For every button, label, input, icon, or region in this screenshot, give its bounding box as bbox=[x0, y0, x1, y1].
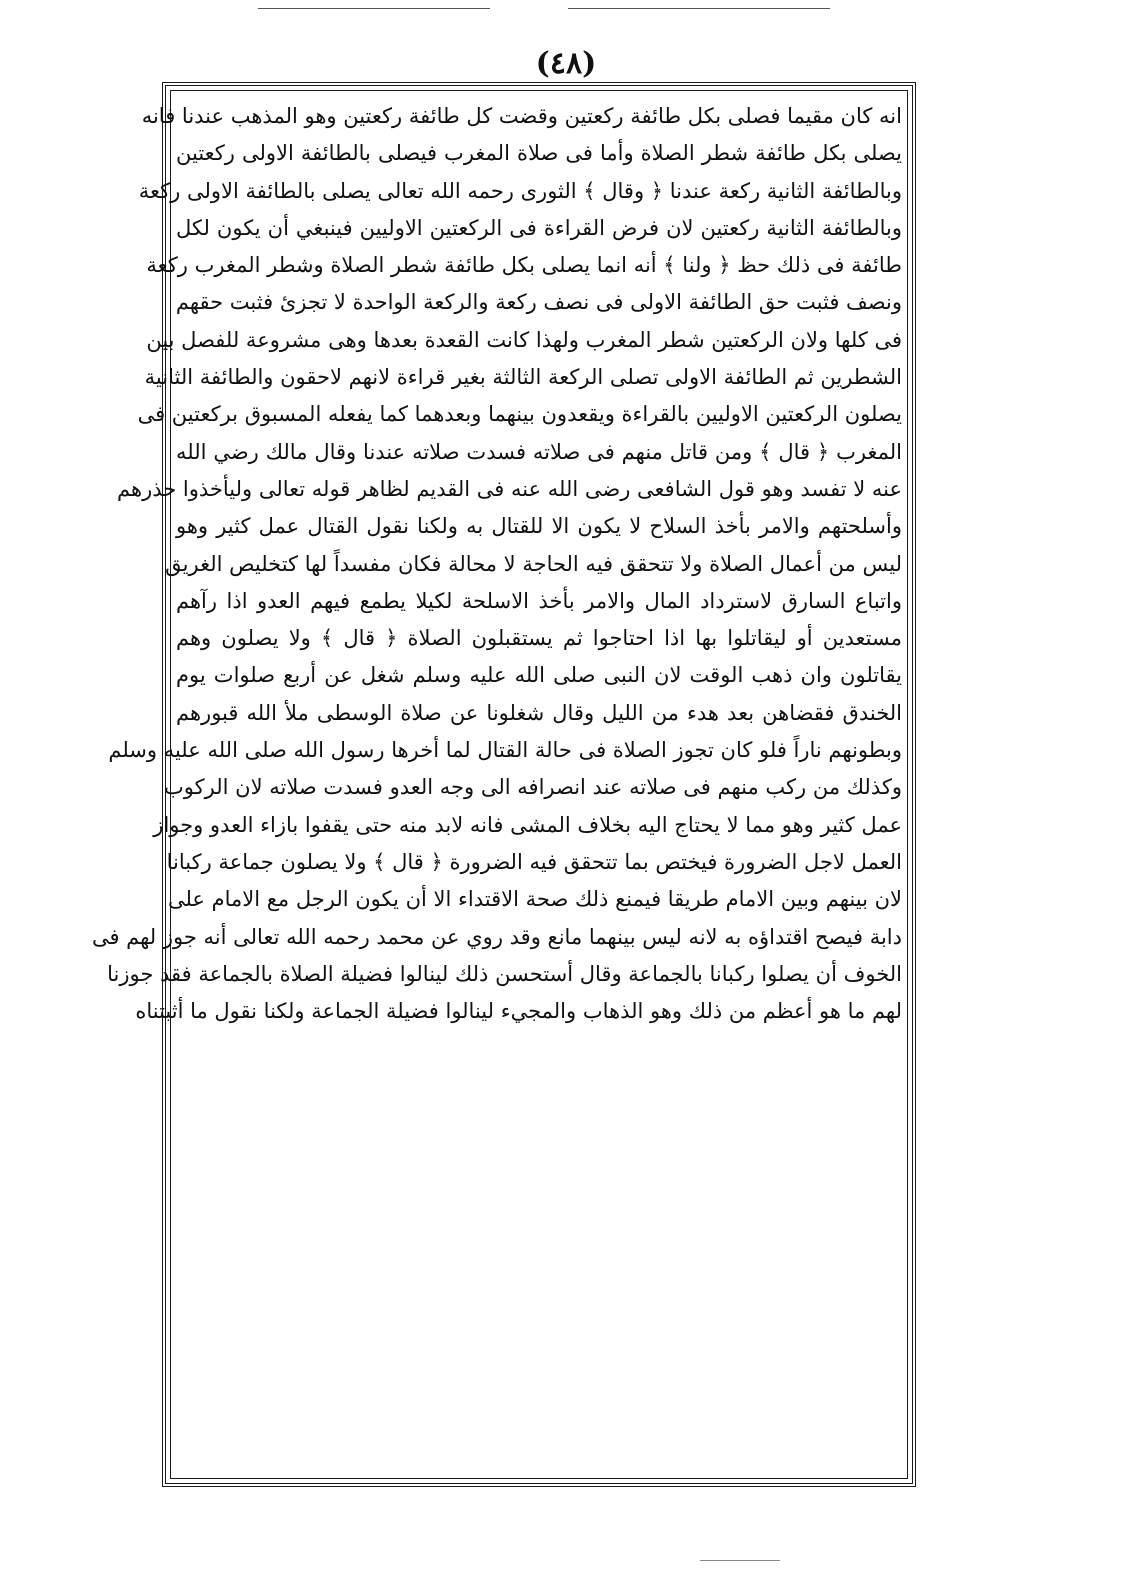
text-line: دابة فيصح اقتداؤه به لانه ليس بينهما مانع وقد روي عن محمد رحمه الله تعالى أنه جوز لهم فى bbox=[91, 924, 902, 949]
text-line: الشطرين ثم الطائفة الاولى تصلى الركعة الثالثة بغير قراءة لانهم لاحقون والطائفة الثانية bbox=[144, 365, 902, 390]
text-line: وبالطائفة الثانية ركعتين لان فرض القراءة فى الركعتين الاوليين فينبغي أن يكون لكل bbox=[176, 215, 902, 240]
text-line: ليس من أعمال الصلاة ولا تتحقق فيه الحاجة لا محالة فكان مفسداً لها كتخليص الغريق bbox=[165, 551, 902, 576]
text-line: وبطونهم ناراً فلو كان تجوز الصلاة فى حالة القتال لما أخرها رسول الله صلى الله عليه وسلم bbox=[108, 738, 902, 763]
text-line: مستعدين أو ليقاتلوا بها اذا احتاجوا ثم يستقبلون الصلاة ﴿ قال ﴾ ولا يصلون وهم bbox=[176, 626, 902, 651]
text-line: يصلى بكل طائفة شطر الصلاة وأما فى صلاة المغرب فيصلى بالطائفة الاولى ركعتين bbox=[176, 141, 902, 166]
page-number: (٤٨) bbox=[535, 46, 597, 81]
text-line: الخندق فقضاهن بعد هدء من الليل وقال شغلونا عن صلاة الوسطى ملأ الله قبورهم bbox=[176, 700, 902, 725]
text-line: انه كان مقيما فصلى بكل طائفة ركعتين وقضت كل طائفة ركعتين وهو المذهب عندنا فانه bbox=[141, 104, 902, 128]
text-line: الخوف أن يصلوا ركبانا بالجماعة وقال أستحسن ذلك لينالوا فضيلة الصلاة بالجماعة فقد جوزنا bbox=[107, 961, 902, 986]
text-body bbox=[91, 98, 902, 1468]
text-line: العمل لاجل الضرورة فيختص بما تتحقق فيه الضرورة ﴿ قال ﴾ ولا يصلون جماعة ركبانا bbox=[166, 849, 902, 874]
top-rule-right bbox=[568, 8, 830, 9]
text-line: لان بينهم وبين الامام طريقا فيمنع ذلك صحة الاقتداء الا أن يكون الرجل مع الامام على bbox=[167, 887, 902, 912]
text-line: عمل كثير وهو مما لا يحتاج اليه بخلاف المشى فانه لابد منه حتى يقفوا بازاء العدو وجواز bbox=[153, 812, 902, 837]
text-line: المغرب ﴿ قال ﴾ ومن قاتل منهم فى صلاته فسدت صلاته عندنا وقال مالك رضي الله bbox=[176, 439, 902, 464]
text-line: عنه لا تفسد وهو قول الشافعى رضى الله عنه فى القديم لظاهر قوله تعالى وليأخذوا حذرهم bbox=[117, 476, 902, 501]
text-line: وبالطائفة الثانية ركعة عندنا ﴿ وقال ﴾ الثورى رحمه الله تعالى يصلى بالطائفة الاولى ركعة bbox=[138, 178, 902, 203]
text-line: يقاتلون وان ذهب الوقت لان النبى صلى الله عليه وسلم شغل عن أربع صلوات يوم bbox=[176, 663, 902, 688]
top-rule-left bbox=[258, 8, 490, 9]
bottom-rule bbox=[700, 1560, 780, 1561]
text-line: وأسلحتهم والامر بأخذ السلاح لا يكون الا للقتال به ولكنا نقول القتال عمل كثير وهو bbox=[176, 514, 902, 539]
text-line: ونصف فثبت حق الطائفة الاولى فى نصف ركعة والركعة الواحدة لا تجزئ فثبت حقهم bbox=[175, 290, 902, 315]
text-line: طائفة فى ذلك حظ ﴿ ولنا ﴾ أنه انما يصلى بكل طائفة شطر الصلاة وشطر المغرب ركعة bbox=[146, 253, 902, 278]
text-line: لهم ما هو أعظم من ذلك وهو الذهاب والمجيء لينالوا فضيلة الجماعة ولكنا نقول ما أثبتناه bbox=[135, 999, 902, 1024]
text-line: يصلون الركعتين الاوليين بالقراءة ويقعدون بينهما وبعدهما كما يفعله المسبوق بركعتين فى bbox=[137, 402, 902, 427]
text-line: واتباع السارق لاسترداد المال والامر بأخذ الاسلحة لكيلا يطمع فيهم العدو اذا رآهم bbox=[176, 588, 902, 613]
text-line: فى كلها ولان الركعتين شطر المغرب ولهذا كانت القعدة بعدها وهى مشروعة للفصل بين bbox=[146, 327, 902, 352]
text-line: وكذلك من ركب منهم فى صلاته عند انصرافه الى وجه العدو فسدت صلاته لان الركوب bbox=[164, 775, 902, 800]
